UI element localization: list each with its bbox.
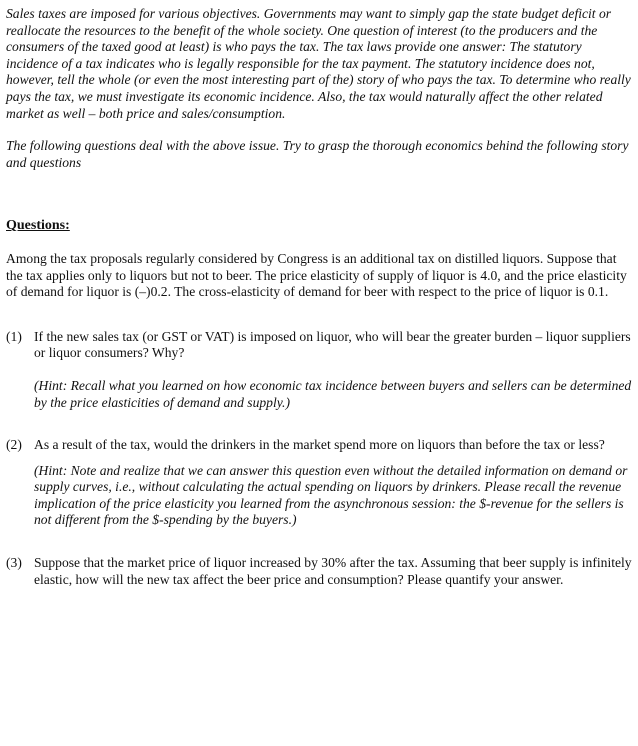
question-3 bbox=[6, 555, 634, 588]
question-body bbox=[34, 329, 634, 411]
questions-heading: Questions: bbox=[6, 218, 70, 234]
question-hint: (Hint: Recall what you learned on how economic tax incidence between buyers and sellers can be determined by the price elasticities of demand and supply.) bbox=[34, 377, 632, 410]
question-2 bbox=[6, 437, 634, 529]
question-body bbox=[34, 555, 634, 588]
question-hint: (Hint: Note and realize that we can answer this question even without the detailed information on demand or supply curves, i.e., without calculating the actual spending on liquors by drinkers. Please recall the revenue implication of the price elasticity you learned from the asynchronous session: the $-revenue for the sellers is not different from the $-spending by the buyers.) bbox=[34, 462, 628, 528]
intro-paragraph: Sales taxes are imposed for various objectives. Governments may want to simply gap the state budget deficit or reallocate the resources to the benefit of the whole society. One question of interest (to the producers and the consumers of the taxed good at least) is who pays the tax. The tax laws provide one answer: The statutory incidence of a tax indicates who is legally responsible for the tax payment. The statutory incidence does not, however, tell the whole (or even the most interesting part of the) story of who pays the tax. To determine who really pays the tax, we must investigate its economic incidence. Also, the tax would naturally affect the other related market as well – both price and sales/consumption. bbox=[6, 6, 631, 121]
question-number: (1) bbox=[6, 328, 22, 344]
intro-instructions: The following questions deal with the above issue. Try to grasp the thorough economics behind the following story and questions bbox=[6, 138, 629, 170]
document-page bbox=[6, 6, 634, 588]
question-context: Among the tax proposals regularly considered by Congress is an additional tax on distilled liquors. Suppose that the tax applies only to liquors but not to beer. The price elasticity of supply of liquor is 4.0, and the price elasticity of demand for liquor is (–)0.2. The cross-elasticity of demand for beer with respect to the price of liquor is 0.1. bbox=[6, 250, 627, 300]
question-text: Suppose that the market price of liquor increased by 30% after the tax. Assuming that beer supply is infinitely elastic, how will the new tax affect the beer price and consumption? Please quantify your answer. bbox=[34, 555, 632, 587]
question-number: (3) bbox=[6, 555, 22, 571]
question-1 bbox=[6, 329, 634, 411]
intro-section bbox=[6, 6, 634, 171]
question-number: (2) bbox=[6, 437, 22, 453]
question-text: If the new sales tax (or GST or VAT) is imposed on liquor, who will bear the greater burden – liquor suppliers or liquor consumers? Why? bbox=[34, 328, 631, 361]
question-text: As a result of the tax, would the drinkers in the market spend more on liquors than before the tax or less? bbox=[34, 437, 605, 453]
question-body bbox=[34, 437, 634, 529]
